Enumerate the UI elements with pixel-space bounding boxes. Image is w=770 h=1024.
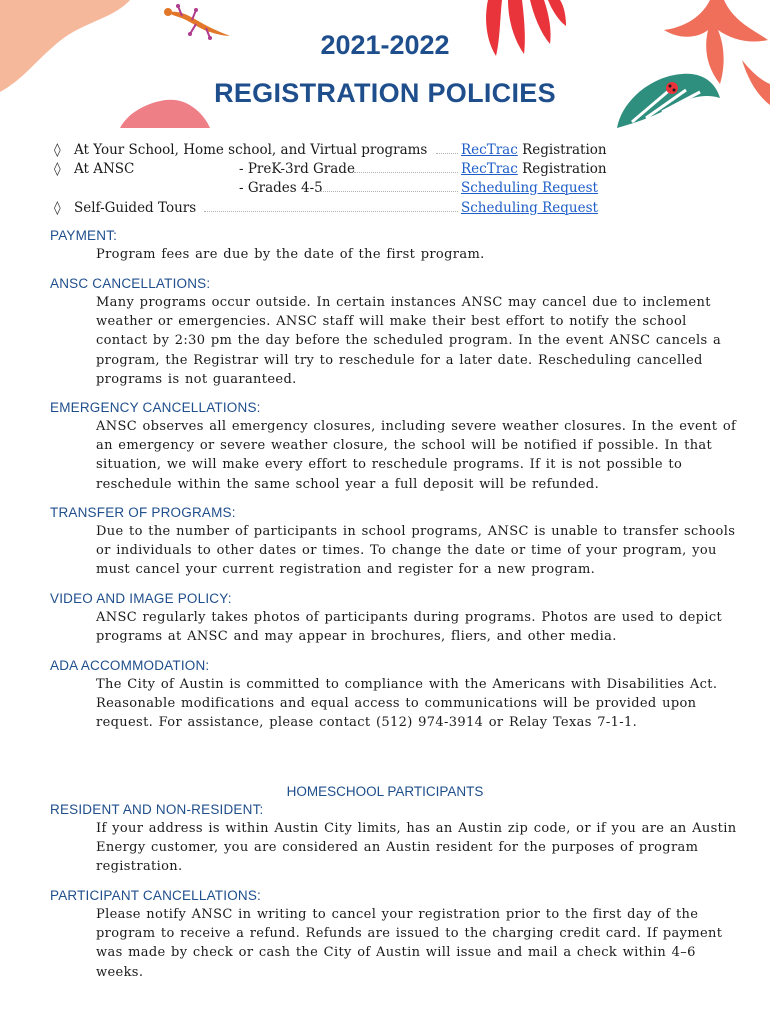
transfer-section xyxy=(50,505,740,580)
participant-cancellations-section xyxy=(50,888,740,982)
diamond-bullet-icon: ◊ xyxy=(54,142,61,158)
section-body: Due to the number of participants in school programs, ANSC is unable to transfer schools or individuals to other dates or times. To change the date or time of your program, you must cancel your current registration and register for a new program. xyxy=(96,524,736,578)
dot-leader xyxy=(204,211,458,212)
video-image-section xyxy=(50,591,740,646)
registration-row xyxy=(54,198,624,218)
section-heading: PAYMENT: xyxy=(50,228,118,243)
scheduling-request-link[interactable]: Scheduling Request xyxy=(461,180,598,196)
dot-leader xyxy=(436,153,458,154)
section-heading: ANSC CANCELLATIONS: xyxy=(50,276,211,291)
section-heading: PARTICIPANT CANCELLATIONS: xyxy=(50,888,261,903)
section-body: ANSC regularly takes photos of participants during programs. Photos are used to depict programs at ANSC and may appear in brochures, fliers, and other media. xyxy=(96,610,723,645)
dot-leader xyxy=(319,191,458,192)
section-heading: ADA ACCOMMODATION: xyxy=(50,658,210,673)
section-body: Many programs occur outside. In certain instances ANSC may cancel due to inclement weather or emergencies. ANSC staff will make their best effort to notify the school contact by 2:30 pm the day before the scheduled program. In the event ANSC cancels a program, the Registrar will try to reschedule for a later date. Rescheduling cancelled programs is not guaranteed. xyxy=(96,295,722,387)
homeschool-heading: HOMESCHOOL PARTICIPANTS xyxy=(286,784,484,799)
payment-section xyxy=(50,228,740,264)
registration-suffix: Registration xyxy=(517,161,607,177)
section-heading: VIDEO AND IMAGE POLICY: xyxy=(50,591,232,606)
registration-label: At Your School, Home school, and Virtual programs xyxy=(74,142,428,158)
year-heading: 2021-2022 xyxy=(320,30,450,60)
registration-sublabel: - Grades 4-5 xyxy=(239,180,323,196)
rectrac-link[interactable]: RecTrac xyxy=(461,161,518,177)
registration-label: At ANSC xyxy=(74,161,135,177)
registration-label: Self-Guided Tours xyxy=(74,200,197,216)
page-title: REGISTRATION POLICIES xyxy=(214,78,556,108)
section-heading: EMERGENCY CANCELLATIONS: xyxy=(50,400,261,415)
section-body: ANSC observes all emergency closures, including severe weather closures. In the event of an emergency or severe weather closure, the school will be notified if possible. In that situation, we will make every effort to reschedule programs. If it is not possible to reschedule within the same school year a full deposit will be refunded. xyxy=(96,419,737,492)
section-body: If your address is within Austin City limits, has an Austin zip code, or if you are an Austin Energy customer, you are considered an Austin resident for the purposes of program registration. xyxy=(96,821,737,875)
ada-section xyxy=(50,658,740,733)
registration-row xyxy=(54,159,624,179)
diamond-bullet-icon: ◊ xyxy=(54,161,61,177)
registration-row xyxy=(54,178,624,198)
resident-section xyxy=(50,802,740,877)
section-heading: TRANSFER OF PROGRAMS: xyxy=(50,505,236,520)
ansc-cancellations-section xyxy=(50,276,740,389)
section-body: Please notify ANSC in writing to cancel your registration prior to the first day of the program to receive a refund. Refunds are issued to the charging credit card. If payment was made by check or cash the City of Austin will issue and mail a check within 4–6 weeks. xyxy=(96,907,723,980)
section-body: Program fees are due by the date of the first program. xyxy=(96,247,485,262)
diamond-bullet-icon: ◊ xyxy=(54,200,61,216)
registration-sublabel: - PreK-3rd Grade xyxy=(239,161,355,177)
scheduling-request-link[interactable]: Scheduling Request xyxy=(461,200,598,216)
emergency-cancellations-section xyxy=(50,400,740,494)
section-body: The City of Austin is committed to compliance with the Americans with Disabilities Act. Reasonable modifications and equal access to communications will be provided upon request. For assistance, please contact (512) 974-3914 or Relay Texas 7-1-1. xyxy=(96,677,718,731)
registration-row xyxy=(54,140,624,160)
registration-suffix: Registration xyxy=(517,142,607,158)
dot-leader xyxy=(354,172,458,173)
rectrac-link[interactable]: RecTrac xyxy=(461,142,518,158)
section-heading: RESIDENT AND NON-RESIDENT: xyxy=(50,802,264,817)
